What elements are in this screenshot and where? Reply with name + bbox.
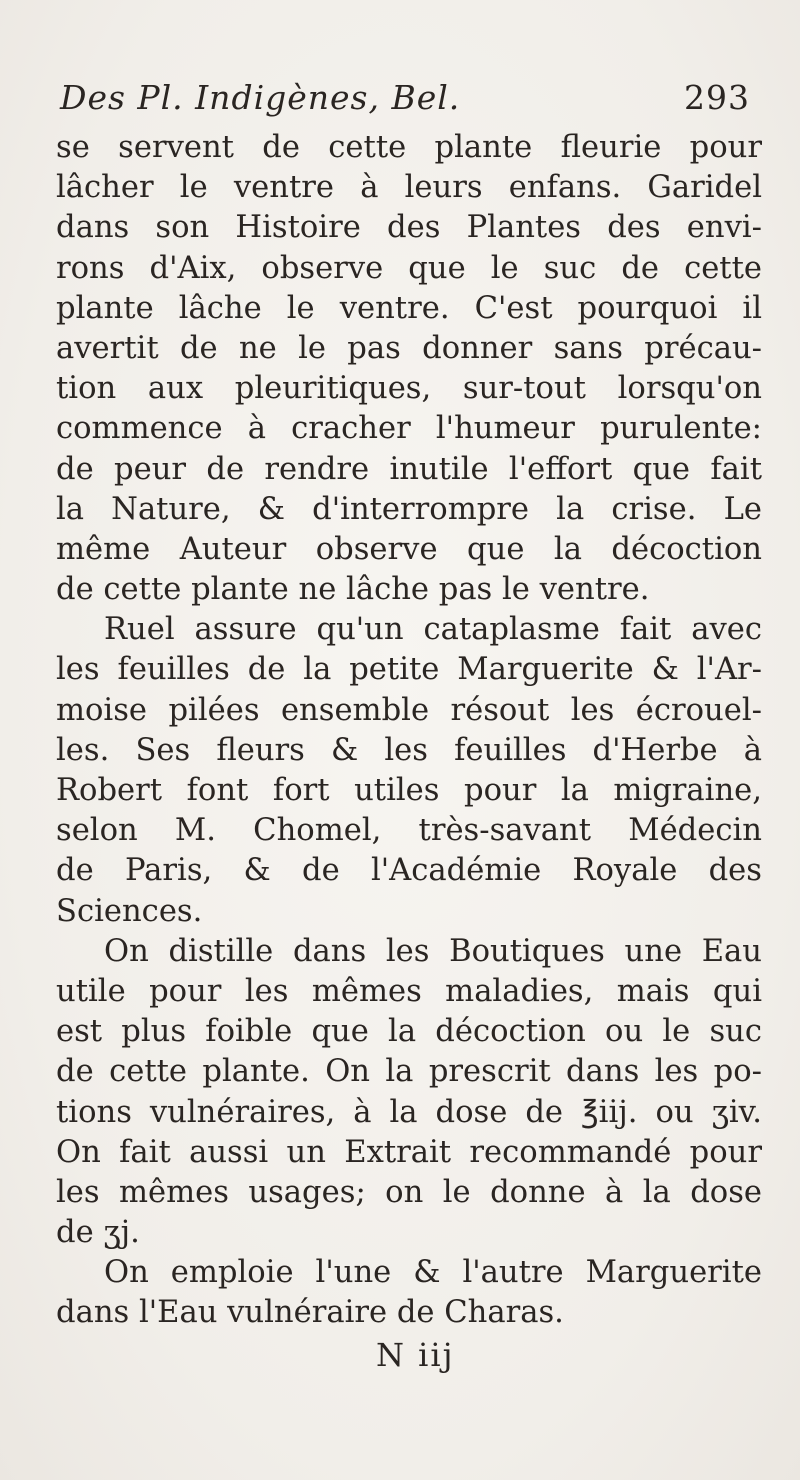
text-line: moise pilées ensemble résout les écrouel- [56,692,762,728]
text-line: de peur de rendre inutile l'effort que fait [56,451,762,487]
signature-mark: N iij [376,1336,455,1374]
text-line: rons d'Aix, observe que le suc de cette [56,250,762,286]
text-line: les. Ses fleurs & les feuilles d'Herbe à [56,732,762,768]
text-line: est plus foible que la décoction ou le suc [56,1014,762,1050]
text-line: utile pour les mêmes maladies, mais qui [56,973,762,1009]
text-line: se servent de cette plante fleurie pour [56,130,762,165]
text-line: de Paris, & de l'Académie Royale des [56,853,762,889]
page-number: 293 [684,78,750,117]
text-line: Robert font fort utiles pour la migraine, [56,773,762,808]
text-line: On emploie l'une & l'autre Marguerite [104,1255,762,1291]
text-line: lâcher le ventre à leurs enfans. Garidel [56,170,762,206]
text-line: de ʒj. [56,1215,140,1251]
text-line: de cette plante ne lâche pas le ventre. [56,572,650,608]
running-head: Des Pl. Indigènes, Bel. [60,78,461,117]
text-line: On fait aussi un Extrait recommandé pour [56,1134,762,1170]
text-line: les mêmes usages; on le donne à la dose [56,1174,762,1210]
text-line: Sciences. [56,893,203,929]
page-header [60,78,750,126]
text-line: de cette plante. On la prescrit dans les po- [56,1054,762,1090]
text-line: tions vulnéraires, à la dose de ℥iij. ou ʒiv. [56,1094,762,1130]
text-line: la Nature, & d'interrompre la crise. Le [56,491,762,527]
text-line: plante lâche le ventre. C'est pourquoi il [56,290,762,326]
text-line: avertit de ne le pas donner sans précau- [56,330,762,366]
text-line: les feuilles de la petite Marguerite & l'Ar- [56,652,762,688]
text-line: dans l'Eau vulnéraire de Charas. [56,1295,564,1331]
body-text [56,128,762,1334]
text-line: même Auteur observe que la décoction [56,531,762,567]
text-line: Ruel assure qu'un cataplasme fait avec [104,612,762,648]
text-line: tion aux pleuritiques, sur-tout lorsqu'on [56,371,762,407]
text-line: On distille dans les Boutiques une Eau [104,933,762,969]
text-line: selon M. Chomel, très-savant Médecin [56,813,762,849]
text-line: commence à cracher l'humeur purulente: [56,411,762,447]
text-line: dans son Histoire des Plantes des envi- [56,210,762,246]
